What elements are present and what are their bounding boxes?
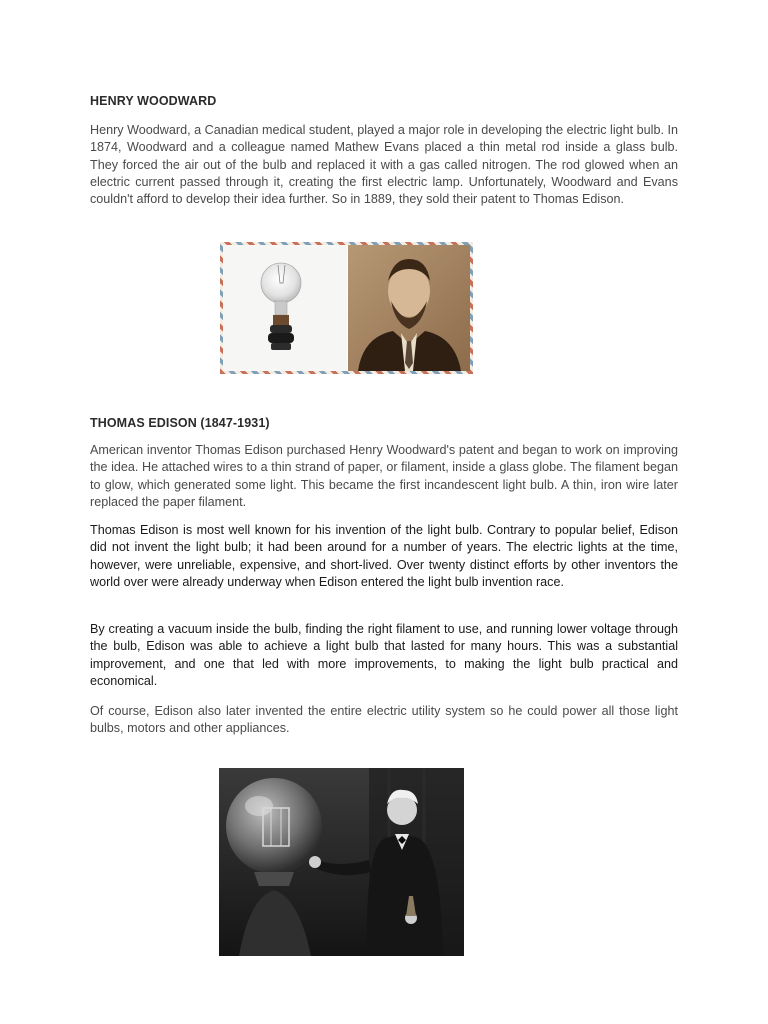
image-edison-with-giant-bulb: [219, 768, 464, 956]
edison-photo-illustration: [219, 768, 464, 956]
paragraph-woodward: Henry Woodward, a Canadian medical student, played a major role in developing the electric light bulb. In 1874, Woodward and a colleague named Mathew Evans placed a thin metal rod inside a glass bulb. They forced the air out of the bulb and replaced it with a gas called nitrogen. The rod glowed when an electric current passed through it, creating the first electric lamp. Unfortunately, Woodward and Evans couldn't afford to develop their idea further. So in 1889, they sold their patent to Thomas Edison.: [90, 123, 678, 207]
paragraph-edison-2: Thomas Edison is most well known for his invention of the light bulb. Contrary to popular belief, Edison did not invent the light bulb; it had been around for a number of years. The electric lights at the time, however, were unreliable, expensive, and short-lived. Over twenty distinct efforts by other inventors the world over were already underway when Edison entered the light bulb invention race.: [90, 523, 678, 589]
paragraph-edison-4: Of course, Edison also later invented the entire electric utility system so he could power all those light bulbs, motors and other appliances.: [90, 704, 678, 736]
heading-thomas-edison: THOMAS EDISON (1847-1931): [90, 416, 270, 430]
heading-henry-woodward: HENRY WOODWARD: [90, 94, 217, 108]
paragraph-edison-3: By creating a vacuum inside the bulb, finding the right filament to use, and running lower voltage through the bulb, Edison was able to achieve a light bulb that lasted for many hours. This was a substantial improvement, and one that led with more improvements, to making the light bulb practical and economical.: [90, 622, 678, 688]
image-bulb-and-woodward-portrait: [220, 242, 473, 374]
paragraph-edison-1: American inventor Thomas Edison purchased Henry Woodward's patent and began to work on improving the idea. He attached wires to a thin strand of paper, or filament, inside a glass globe. The filament began to glow, which generated some light. This became the first incandescent light bulb. A thin, iron wire later replaced the paper filament.: [90, 443, 678, 509]
bulb-and-portrait-illustration: [223, 245, 470, 371]
